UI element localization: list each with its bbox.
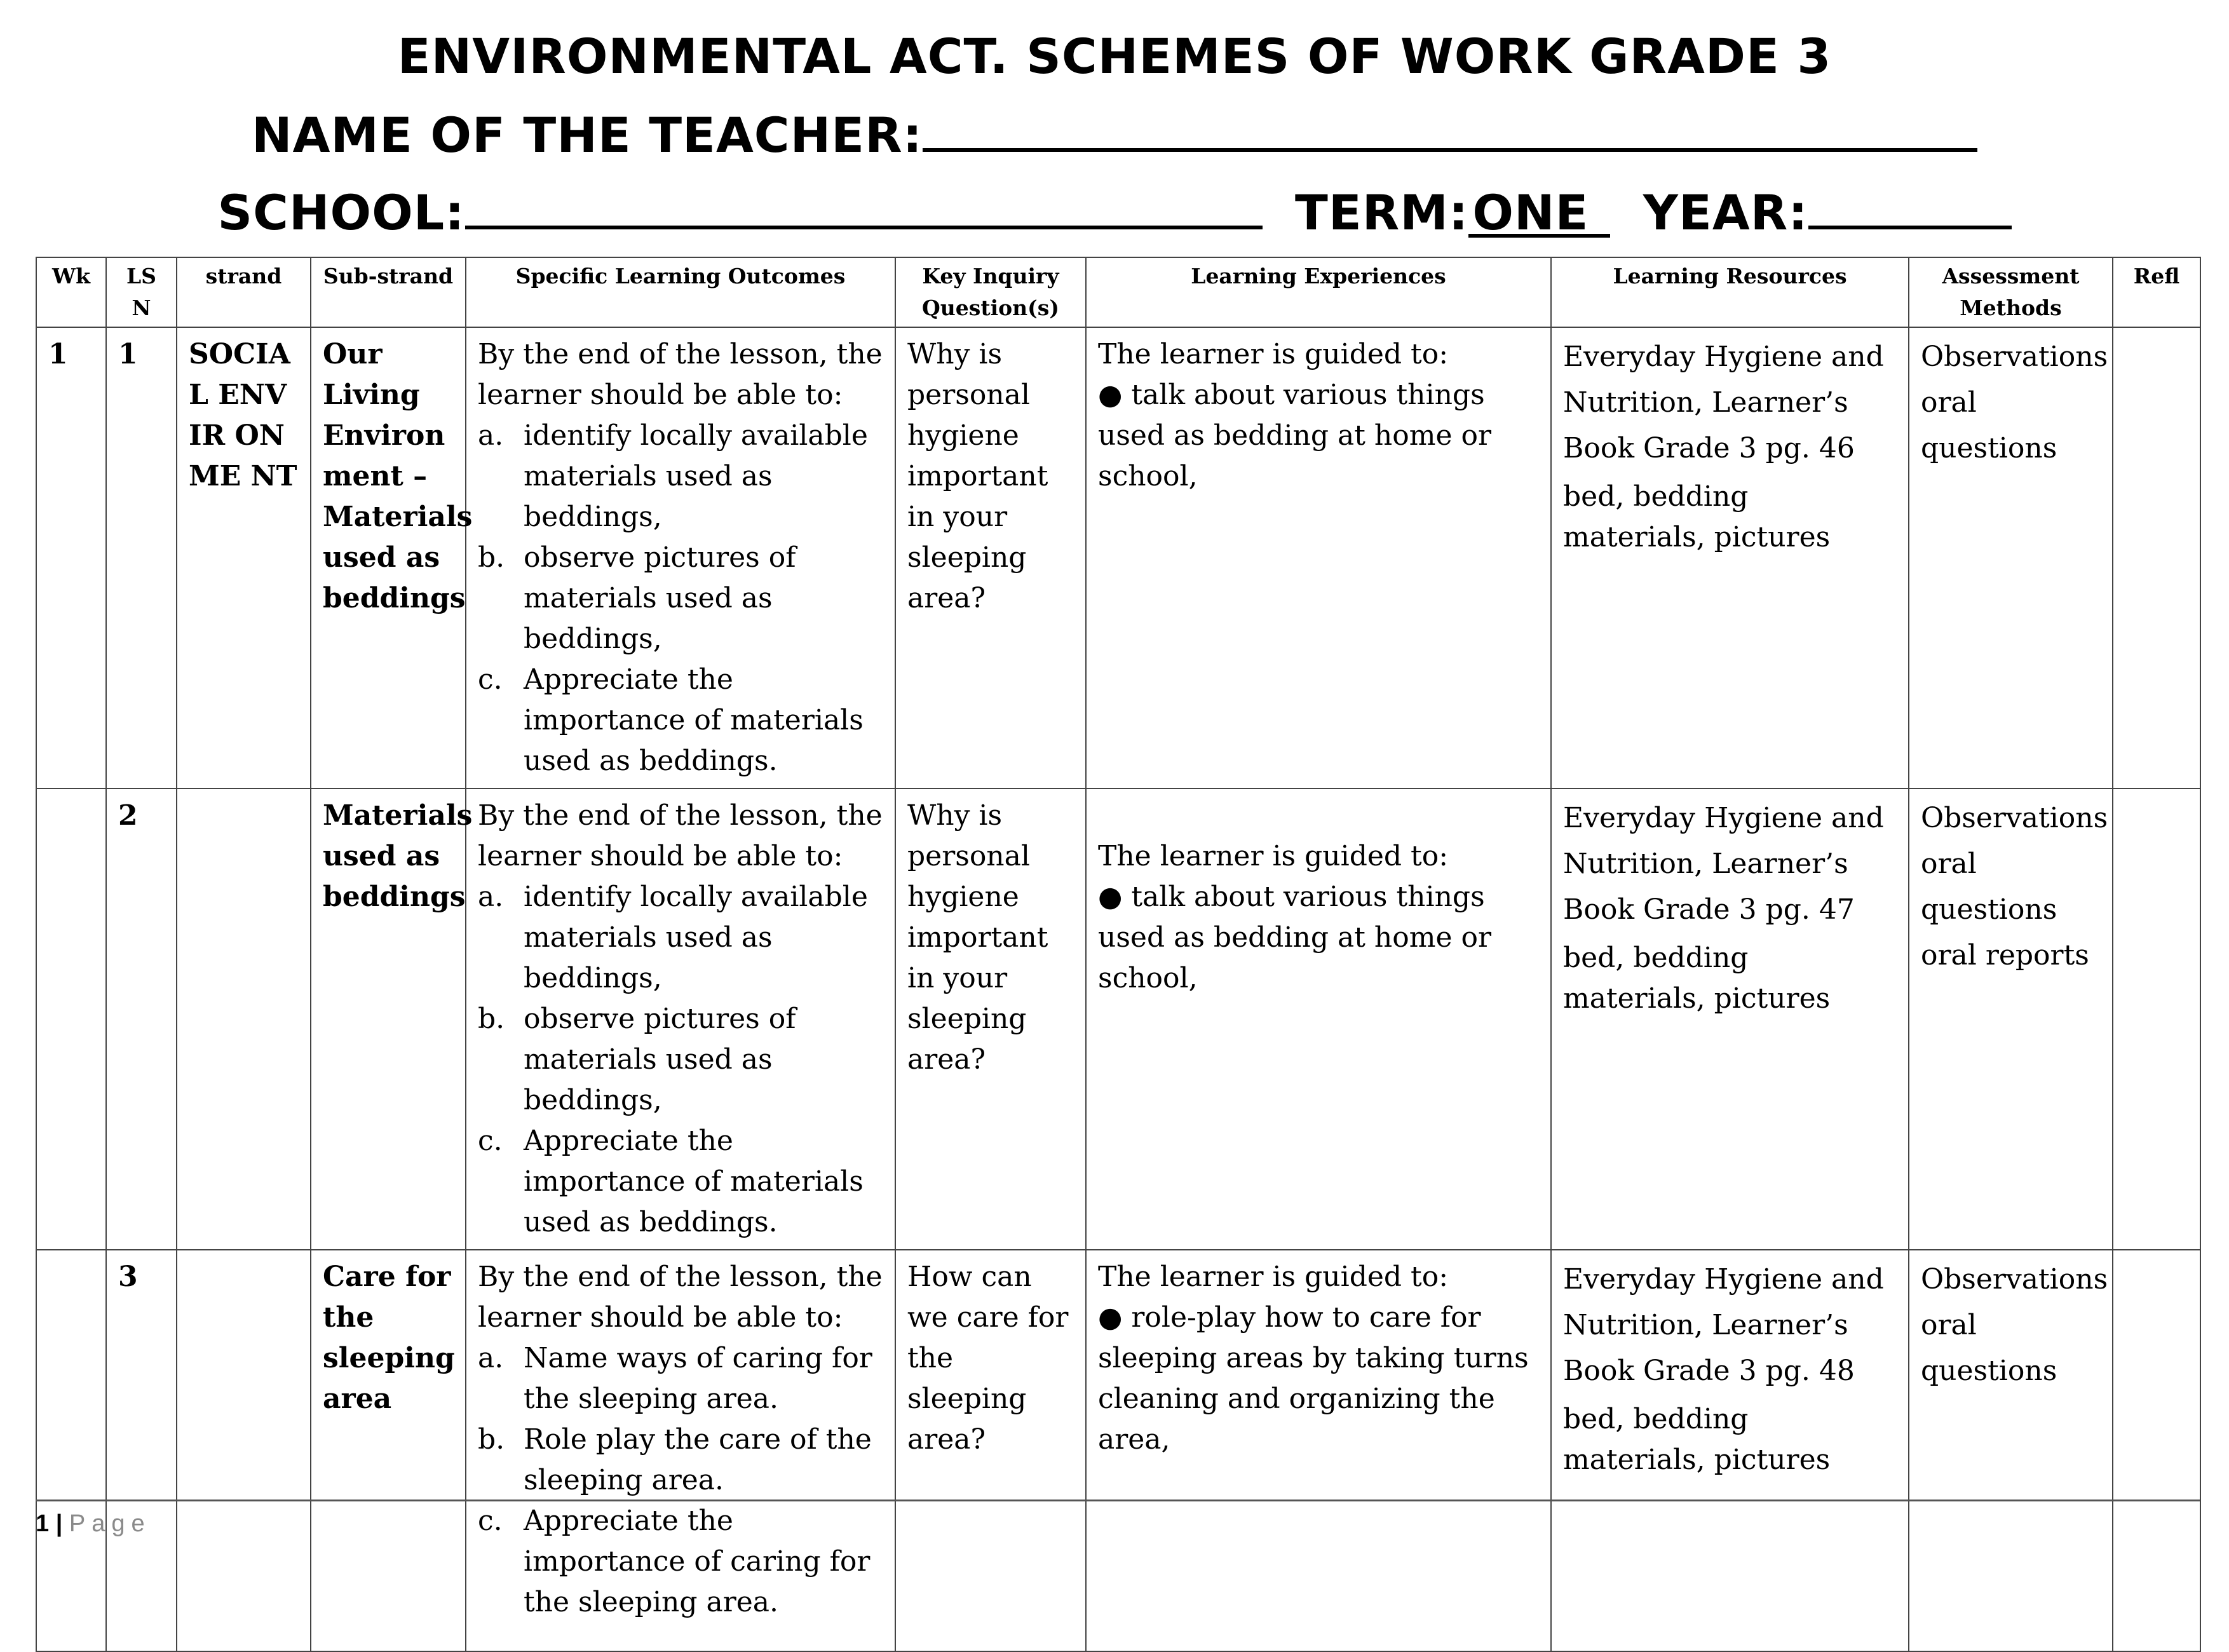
resources-cell [1551,1250,1909,1651]
reflection-cell[interactable] [2113,789,2200,1250]
outcomes-cell [466,327,895,789]
page-number: 1 [36,1510,50,1537]
year-blank[interactable] [1808,186,2012,229]
teacher-label: NAME OF THE TEACHER: [251,107,923,163]
list-item: b. observe pictures of materials used as beddings, [478,1003,796,1116]
resource-items: bed, bedding materials, pictures [1563,480,1831,553]
assessment-cell [1909,789,2113,1250]
outcomes-cell [466,1250,895,1651]
experience-intro: The learner is guided to: [1098,840,1449,872]
assessment-item: oral questions [1921,1309,2057,1387]
assessment-item: Observations [1921,1263,2108,1296]
col-header-outcomes: Specific Learning Outcomes [466,257,895,327]
experiences-cell [1086,1250,1551,1651]
list-item: b. Role play the care of the sleeping area. [478,1423,872,1496]
col-header-wk: Wk [36,257,106,327]
list-item: c. Appreciate the importance of materials used as beddings. [478,663,864,777]
key-question-cell: Why is personal hygiene important in your sleeping area? [895,327,1086,789]
outcomes-intro: By the end of the lesson, the learner should be able to: [478,338,883,411]
outcomes-cell [466,789,895,1250]
school-blank[interactable] [465,186,1263,229]
list-item: a. identify locally available materials used as beddings, [478,881,868,994]
substrand-cell: Materials used as beddings [311,789,466,1250]
list-item: c. Appreciate the importance of materials used as beddings. [478,1125,864,1238]
document-title: ENVIRONMENTAL ACT. SCHEMES OF WORK GRADE 3 [397,28,1832,85]
assessment-item: oral questions [1921,848,2057,926]
resource-book: Everyday Hygiene and Nutrition, Learner’s Book Grade 3 pg. 48 [1563,1263,1884,1387]
list-item: c. Appreciate the importance of caring for the sleeping area. [478,1505,871,1618]
col-header-strand: strand [177,257,311,327]
table-header-row [36,257,2200,327]
resource-items: bed, bedding materials, pictures [1563,1403,1831,1476]
lesson-cell: 3 [106,1250,177,1651]
strand-cell [177,1250,311,1651]
page-footer [36,1500,2200,1538]
page-label: Page [69,1510,151,1537]
term-value: ONE [1468,192,1610,238]
table-row [36,1250,2200,1651]
strand-cell: SOCIAL ENVIR ONME NT [177,327,311,789]
assessment-item: Observations [1921,341,2108,373]
outcomes-list [478,416,883,782]
col-header-experiences: Learning Experiences [1086,257,1551,327]
col-header-lsn: LS N [106,257,177,327]
week-cell [36,1250,106,1651]
col-header-substrand: Sub-strand [311,257,466,327]
substrand-cell: Our Living Environ ment – Materials used as beddings [311,327,466,789]
table-row [36,327,2200,789]
resource-book: Everyday Hygiene and Nutrition, Learner’s Book Grade 3 pg. 46 [1563,341,1884,464]
list-item: b. observe pictures of materials used as beddings, [478,541,796,655]
lesson-cell: 1 [106,327,177,789]
term-label: TERM: [1295,184,1469,241]
outcomes-intro: By the end of the lesson, the learner should be able to: [478,1261,883,1334]
schemes-of-work-table [36,257,2201,1652]
experiences-cell [1086,327,1551,789]
assessment-cell [1909,1250,2113,1651]
experience-bullet: ● talk about various things used as bedding at home or school, [1098,379,1492,492]
footer-separator: | [55,1510,63,1537]
experiences-cell [1086,789,1551,1250]
resource-book: Everyday Hygiene and Nutrition, Learner’s Book Grade 3 pg. 47 [1563,802,1884,926]
outcomes-list [478,1338,883,1623]
resource-items: bed, bedding materials, pictures [1563,942,1831,1015]
school-label: SCHOOL: [217,184,465,241]
col-header-reflection: Refl [2113,257,2200,327]
key-question-cell: Why is personal hygiene important in your sleeping area? [895,789,1086,1250]
week-cell: 1 [36,327,106,789]
teacher-name-blank[interactable] [923,109,1977,152]
experience-bullet: ● talk about various things used as bedding at home or school, [1098,881,1492,994]
experience-bullet: ● role-play how to care for sleeping areas by taking turns cleaning and organizing the area, [1098,1301,1529,1456]
outcomes-intro: By the end of the lesson, the learner should be able to: [478,799,883,872]
col-header-assessment: Assessment Methods [1909,257,2113,327]
strand-cell [177,789,311,1250]
resources-cell [1551,789,1909,1250]
experience-intro: The learner is guided to: [1098,338,1449,370]
assessment-item: oral reports [1921,939,2089,972]
teacher-name-line [0,107,2229,163]
resources-cell [1551,327,1909,789]
table-row [36,789,2200,1250]
school-term-year-line [0,184,2229,241]
list-item: a. identify locally available materials used as beddings, [478,419,868,533]
experience-intro: The learner is guided to: [1098,1261,1449,1293]
substrand-cell: Care for the sleeping area [311,1250,466,1651]
col-header-key-question: Key Inquiry Question(s) [895,257,1086,327]
week-cell [36,789,106,1250]
lesson-cell: 2 [106,789,177,1250]
reflection-cell[interactable] [2113,1250,2200,1651]
outcomes-list [478,877,883,1243]
reflection-cell[interactable] [2113,327,2200,789]
year-label: YEAR: [1643,184,1808,241]
assessment-item: oral questions [1921,386,2057,464]
col-header-resources: Learning Resources [1551,257,1909,327]
key-question-cell: How can we care for the sleeping area? [895,1250,1086,1651]
assessment-item: Observations [1921,802,2108,834]
assessment-cell [1909,327,2113,789]
list-item: a. Name ways of caring for the sleeping area. [478,1342,872,1415]
